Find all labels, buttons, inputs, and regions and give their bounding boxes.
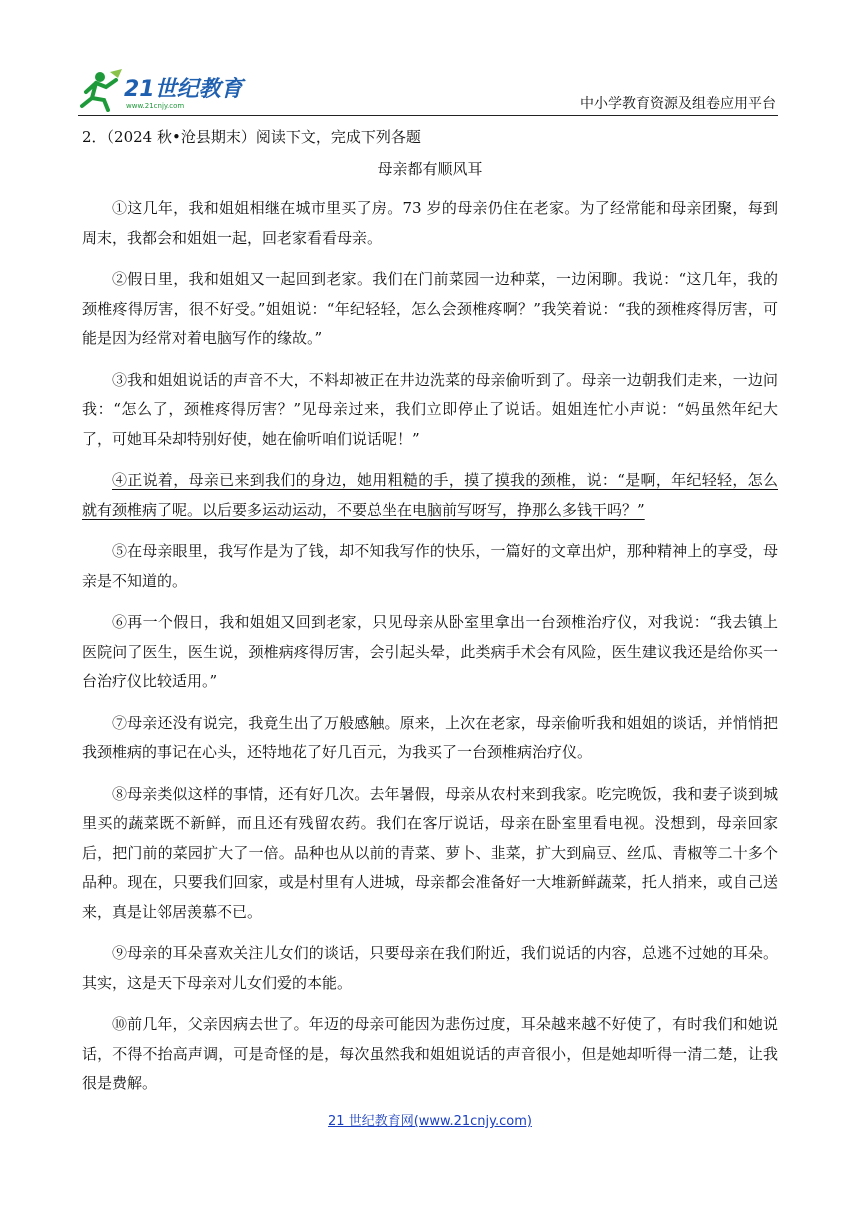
paragraph-7 (82, 709, 778, 768)
page-footer (0, 1110, 860, 1129)
logo-url: www.21cnjy.com (126, 102, 185, 110)
paragraph-text: ⑧母亲类似这样的事情，还有好几次。去年暑假，母亲从农村来到我家。吃完晚饭，我和妻子谈到城里买的蔬菜既不新鲜，而且还有残留农药。我们在客厅说话，母亲在卧室里看电视。没想到，母亲回家后，把门前的菜园扩大了一倍。品种也从以前的青菜、萝卜、韭菜，扩大到扁豆、丝瓜、青椒等二十多个品种。现在，只要我们回家，或是村里有人进城，母亲都会准备好一大堆新鲜蔬菜，托人捎来，或自己送来，真是让邻居羡慕不已。 (82, 784, 778, 921)
paragraph-8 (82, 780, 778, 928)
running-figure-icon (82, 69, 122, 110)
paragraph-text: ⑨母亲的耳朵喜欢关注儿女们的谈话，只要母亲在我们附近，我们说话的内容，总逃不过她的耳朵。其实，这是天下母亲对儿女们爱的本能。 (82, 944, 778, 992)
question-heading: 2．（2024 秋•沧县期末）阅读下文，完成下列各题 (82, 128, 421, 146)
page-header (78, 60, 778, 116)
site-logo (78, 68, 258, 112)
paragraph-6 (82, 608, 778, 697)
article-paragraphs (82, 194, 778, 1099)
article-title: 母亲都有顺风耳 (377, 160, 483, 178)
paragraph-text: ①这几年，我和姐姐相继在城市里买了房。73 岁的母亲仍住在老家。为了经常能和母亲团聚，每到周末，我都会和姐姐一起，回老家看看母亲。 (82, 199, 778, 247)
paragraph-text: ⑤在母亲眼里，我写作是为了钱，却不知我写作的快乐，一篇好的文章出炉，那种精神上的享受，母亲是不知道的。 (82, 542, 778, 590)
paragraph-4 (82, 466, 778, 525)
paragraph-2 (82, 265, 778, 354)
paragraph-text: ⑩前几年，父亲因病去世了。年迈的母亲可能因为悲伤过度，耳朵越来越不好使了，有时我们和她说话，不得不抬高声调，可是奇怪的是，每次虽然我和姐姐说话的声音很小，但是她却听得一清二楚，让我很是费解。 (82, 1015, 778, 1092)
paragraph-text: ④正说着，母亲已来到我们的身边，她用粗糙的手，摸了摸我的颈椎，说：“是啊，年纪轻轻，怎么就有颈椎病了呢。以后要多运动运动，不要总坐在电脑前写呀写，挣那么多钱干吗？” (82, 471, 778, 519)
paragraph-1 (82, 194, 778, 253)
paragraph-3 (82, 366, 778, 455)
paragraph-9 (82, 939, 778, 998)
platform-name: 中小学教育资源及组卷应用平台 (580, 96, 776, 112)
paragraph-5 (82, 537, 778, 596)
paragraph-10 (82, 1010, 778, 1099)
logo-text: 21世纪教育 (124, 77, 243, 102)
paragraph-text: ⑥再一个假日，我和姐姐又回到老家，只见母亲从卧室里拿出一台颈椎治疗仪，对我说：“我去镇上医院问了医生，医生说，颈椎病疼得厉害，会引起头晕，此类病手术会有风险，医生建议我还是给你买一台治疗仪比较适用。” (82, 613, 778, 690)
header-divider (78, 115, 778, 116)
paragraph-text: ②假日里，我和姐姐又一起回到老家。我们在门前菜园一边种菜，一边闲聊。我说：“这几年，我的颈椎疼得厉害，很不好受。”姐姐说：“年纪轻轻，怎么会颈椎疼啊？”我笑着说：“我的颈椎疼得厉害，可能是因为经常对着电脑写作的缘故。” (82, 270, 778, 347)
footer-link[interactable]: 21 世纪教育网(www.21cnjy.com) (328, 1114, 532, 1129)
paragraph-text: ③我和姐姐说话的声音不大，不料却被正在井边洗菜的母亲偷听到了。母亲一边朝我们走来，一边问我：“怎么了，颈椎疼得厉害？”见母亲过来，我们立即停止了说话。姐姐连忙小声说：“妈虽然年纪大了，可她耳朵却特别好使，她在偷听咱们说话呢！” (82, 370, 778, 448)
document-body (82, 126, 778, 1111)
paragraph-text: ⑦母亲还没有说完，我竟生出了万般感触。原来，上次在老家，母亲偷听我和姐姐的谈话，并悄悄把我颈椎病的事记在心头，还特地花了好几百元，为我买了一台颈椎病治疗仪。 (82, 713, 778, 761)
